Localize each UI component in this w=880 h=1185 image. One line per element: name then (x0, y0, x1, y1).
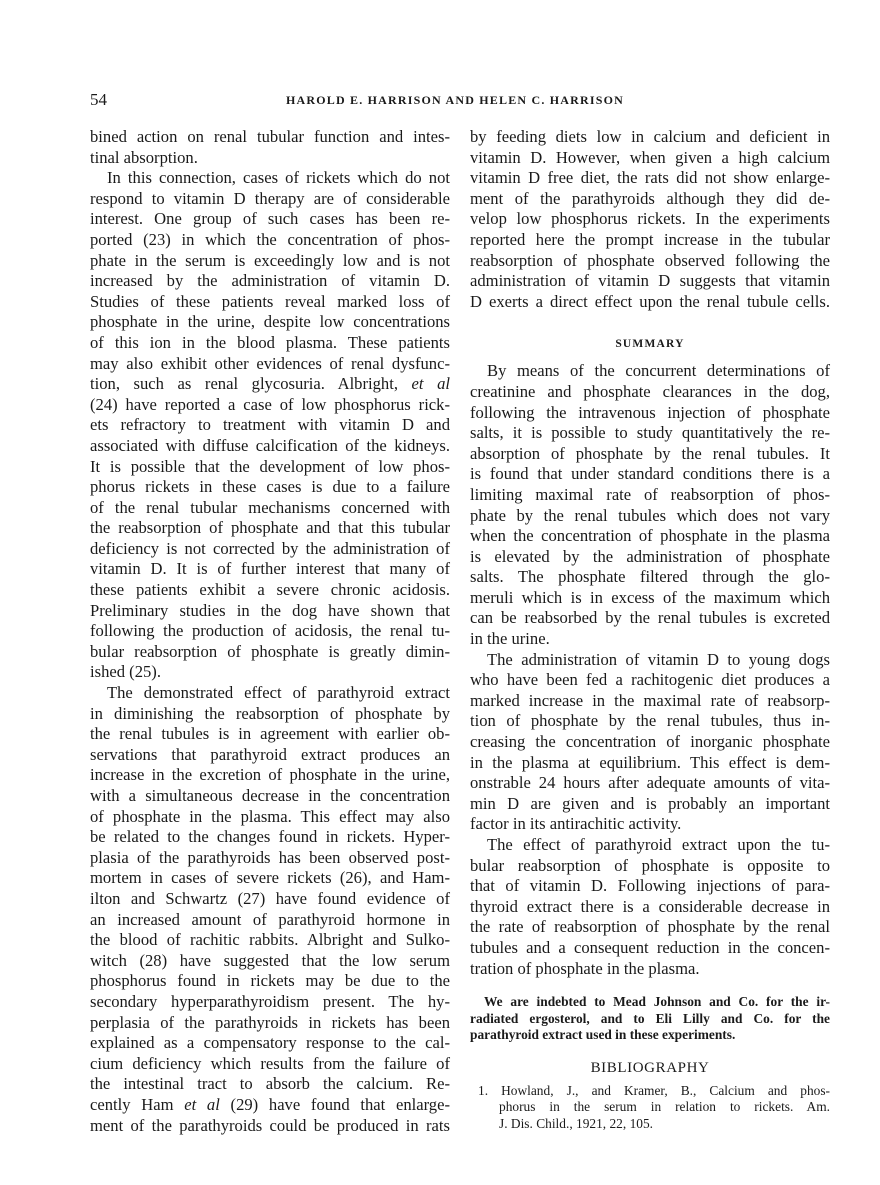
text-line: ported (23) in which the concentration of phos- (90, 229, 450, 249)
text-line: phosphate in the urine, despite low concentrations (90, 312, 450, 332)
text-line: parathyroid extract used in these experiments. (470, 1027, 736, 1043)
text-line: vitamin D. However, when given a high calcium (470, 147, 830, 167)
text-line: tubules and a consequent reduction in the concen- (470, 937, 830, 957)
text-line: following the intravenous injection of phosphate (470, 402, 830, 422)
spacer (470, 354, 830, 361)
text-line: witch (28) have suggested that the low serum (90, 950, 450, 970)
text-line: by feeding diets low in calcium and deficient in (470, 127, 830, 146)
text-line: increased by the administration of vitamin D. (90, 271, 450, 291)
text-line: the blood of rachitic rabbits. Albright and Sulko- (90, 930, 450, 950)
text-line: Preliminary studies in the dog have shown that (90, 600, 450, 620)
text-line: It is possible that the development of low phos- (90, 456, 450, 476)
text-line: The effect of parathyroid extract upon the tu- (487, 835, 830, 854)
text-line: can be reabsorbed by the renal tubules is excreted (470, 608, 830, 628)
text-line: in the plasma at equilibrium. This effect is dem- (470, 752, 830, 772)
text-line: creasing the concentration of inorganic phosphate (470, 732, 830, 752)
bibliography-heading: BIBLIOGRAPHY (590, 1059, 710, 1076)
text-line: may also exhibit other evidences of renal dysfunc- (90, 353, 450, 373)
text-line: By means of the concurrent determinations of (487, 361, 830, 381)
text-line: tion of phosphate by the renal tubules, thus in- (470, 711, 830, 731)
text-line: administration of vitamin D suggests that vitamin (470, 271, 830, 291)
text-line: the intestinal tract to absorb the calcium. Re- (90, 1074, 450, 1094)
text-line: (24) have reported a case of low phosphorus rick- (90, 394, 450, 414)
text-line: secondary hyperparathyroidism present. The hy- (90, 991, 450, 1011)
text-line: phosphorus found in rickets may be due to the (90, 971, 450, 991)
text-line: limiting maximal rate of reabsorption of phos- (470, 484, 830, 504)
acknowledgment (470, 994, 830, 1044)
reference-first-line: 1. Howland, J., and Kramer, B., Calcium and phos- (478, 1082, 831, 1098)
text-line: tion, such as renal glycosuria. Albright, et al (90, 374, 451, 394)
text-line: of phosphate in the plasma. This effect may also (90, 806, 450, 826)
bibliography-list (470, 1083, 830, 1133)
text-line: thyroid extract there is a considerable decrease in (470, 896, 830, 916)
right-column (470, 127, 830, 1132)
text-line: these patients exhibit a severe chronic acidosis. (90, 580, 450, 600)
text-line: tration of phosphate in the plasma. (470, 958, 700, 978)
text-line: min D are given and is probably an important (470, 793, 830, 813)
text-line: mortem in cases of severe rickets (26), and Ham- (90, 868, 450, 888)
text-line: increase in the excretion of phosphate in the urine, (90, 765, 450, 785)
text-line: the renal tubules is in agreement with earlier ob- (90, 724, 450, 744)
running-head: HAROLD E. HARRISON AND HELEN C. HARRISON (285, 93, 625, 107)
text-line: is found that under standard conditions there is a (470, 464, 830, 484)
page-number: 54 (90, 90, 107, 109)
text-line: respond to vitamin D therapy are of considerable (90, 188, 450, 208)
text-line: phorus rickets in these cases is due to a failure (90, 477, 450, 497)
text-line: phate by the renal tubules which does not vary (470, 505, 830, 525)
text-line: Studies of these patients reveal marked loss of (90, 291, 450, 311)
text-line: D exerts a direct effect upon the renal tubule cells. (470, 291, 830, 311)
text-line: ilton and Schwartz (27) have found evidence of (90, 888, 450, 908)
reference-line: phorus in the serum in relation to rickets. Am. (499, 1099, 830, 1115)
text-line: ished (25). (90, 662, 161, 682)
text-line: vitamin D free diet, the rats did not show enlarge- (470, 168, 830, 188)
text-line: absorption of phosphate by the renal tubules. It (470, 443, 830, 463)
text-line: with a simultaneous decrease in the concentration (90, 786, 450, 805)
text-line: cently Ham et al (29) have found that enlarge- (90, 1094, 450, 1114)
text-line: onstrable 24 hours after adequate amounts of vita- (470, 773, 830, 793)
spacer (470, 312, 830, 334)
text-line: velop low phosphorus rickets. In the experiments (470, 209, 830, 229)
text-line: following the production of acidosis, the renal tu- (90, 621, 450, 641)
italic-et-al: et al (184, 1094, 220, 1114)
text-line: that of vitamin D. Following injections of para- (470, 876, 830, 896)
spacer (470, 979, 830, 994)
text-line: meruli which is in excess of the maximum which (470, 587, 830, 607)
text-line: radiated ergosterol, and to Eli Lilly and Co. for the (470, 1010, 830, 1026)
text-line: when the concentration of phosphate in the plasma (470, 526, 830, 546)
text-line: associated with diffuse calcification of the kidneys. (90, 435, 450, 455)
text-line: servations that parathyroid extract produces an (90, 744, 450, 764)
italic-et-al: et al (411, 374, 451, 394)
text-line: an increased amount of parathyroid hormone in (90, 909, 450, 929)
text-line: creatinine and phosphate clearances in the dog, (470, 381, 830, 401)
text-line: bined action on renal tubular function and intes- (90, 127, 450, 146)
text-line: in diminishing the reabsorption of phosphate by (90, 703, 450, 723)
text-line: plasia of the parathyroids has been observed post- (90, 847, 450, 867)
text-line: ets refractory to treatment with vitamin D and (90, 415, 450, 435)
text-line: tinal absorption. (90, 147, 198, 167)
reference-line: J. Dis. Child., 1921, 22, 105. (499, 1115, 654, 1131)
text-line: is elevated by the administration of phosphate (470, 546, 830, 566)
text-line: factor in its antirachitic activity. (470, 814, 682, 834)
text-line: interest. One group of such cases has been re- (90, 209, 450, 229)
text-line: be related to the changes found in rickets. Hyper- (90, 827, 450, 847)
text-line: in the urine. (470, 629, 550, 649)
text-line: The demonstrated effect of parathyroid extract (107, 683, 450, 703)
text-line: salts. The phosphate filtered through the glo- (470, 567, 830, 587)
right-intro-paragraph (470, 127, 830, 312)
summary-section (470, 361, 830, 979)
text-line: of this ion in the blood plasma. These patients (90, 332, 450, 352)
text-line: bular reabsorption of phosphate is greatly dimin- (90, 641, 450, 661)
summary-heading: SUMMARY (615, 338, 685, 351)
text-line: We are indebted to Mead Johnson and Co. for the ir- (484, 994, 830, 1010)
text-line: ment of the parathyroids although they did de- (470, 188, 830, 208)
text-line: vitamin D. It is of further interest that many of (90, 559, 450, 579)
text-line: phate in the serum is exceedingly low and is not (90, 250, 450, 270)
left-column (90, 127, 450, 1136)
text-line: explained as a compensatory response to the cal- (90, 1033, 450, 1053)
text-line: In this connection, cases of rickets which do not (107, 168, 450, 188)
text-line: the rate of reabsorption of phosphate by the renal (470, 917, 830, 937)
spacer (470, 1044, 830, 1057)
text-line: ment of the parathyroids could be produced in rats (90, 1115, 450, 1135)
text-line: who have been fed a rachitogenic diet produces a (470, 670, 830, 690)
text-line: reported here the prompt increase in the tubular (470, 229, 830, 249)
text-line: the reabsorption of phosphate and that this tubular (90, 518, 450, 538)
reference-number: 1. (478, 1082, 502, 1098)
text-line: reabsorption of phosphate observed following the (470, 250, 830, 270)
text-line: salts, it is possible to study quantitatively the re- (470, 423, 830, 443)
text-line: cium deficiency which results from the failure of (90, 1053, 450, 1073)
text-line: marked increase in the maximal rate of reabsorp- (470, 690, 830, 710)
text-line: perplasia of the parathyroids in rickets has been (90, 1012, 450, 1032)
text-line: deficiency is not corrected by the administration of (90, 538, 450, 558)
text-line: of the renal tubular mechanisms concerned with (90, 497, 450, 517)
text-line: bular reabsorption of phosphate is opposite to (470, 855, 830, 875)
text-line: The administration of vitamin D to young dogs (487, 649, 830, 669)
bibliography-entry (470, 1083, 830, 1133)
